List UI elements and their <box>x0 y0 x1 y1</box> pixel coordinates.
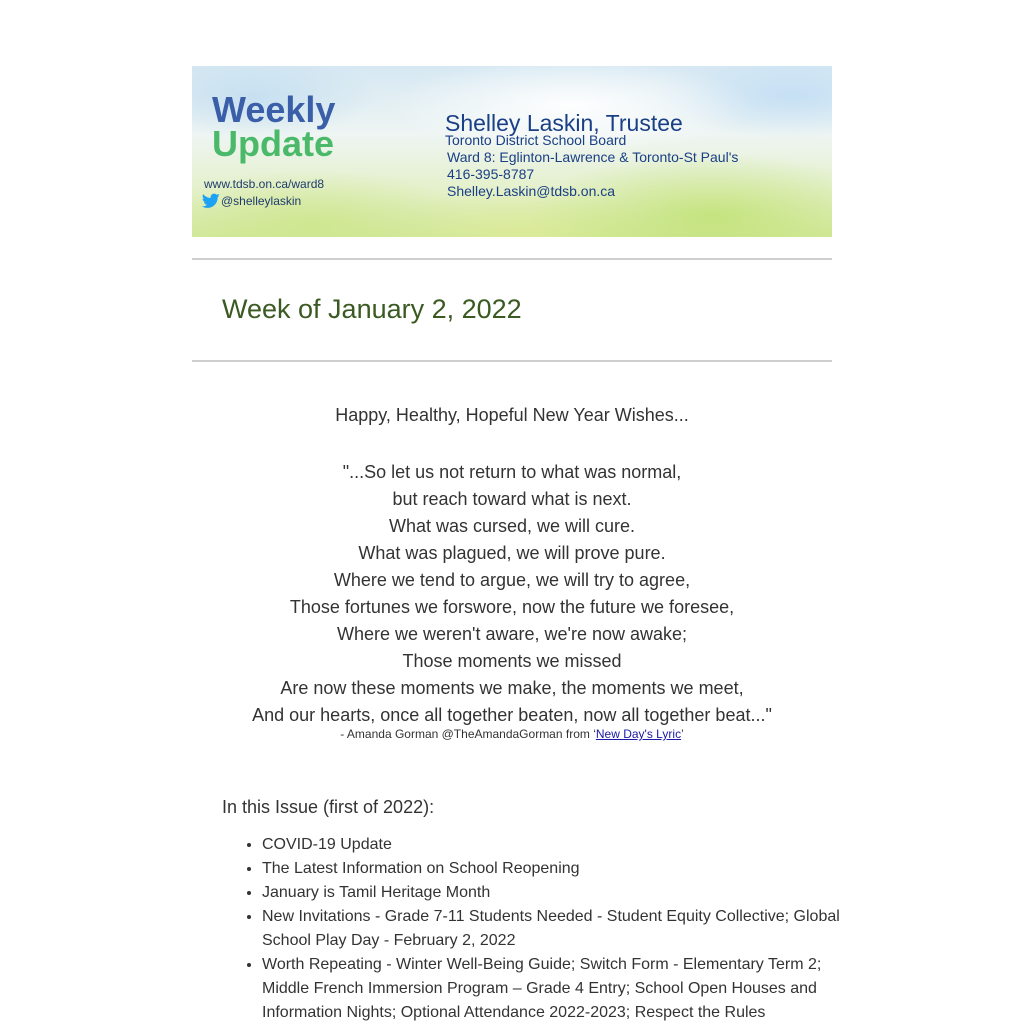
issue-item: • January is Tamil Heritage Month <box>262 881 852 905</box>
poem-line: Where we weren't aware, we're now awake; <box>336 624 688 644</box>
divider-top <box>192 258 832 260</box>
poem-line: "...So let us not return to what was normal, <box>342 462 682 482</box>
poem-line: What was cursed, we will cure. <box>388 516 636 536</box>
newsletter-container <box>192 66 832 237</box>
twitter-handle: @shelleylaskin <box>221 194 302 208</box>
trustee-name: Shelley Laskin, Trustee <box>445 110 683 136</box>
poem-quote <box>192 459 832 729</box>
issue-item: • Worth Repeating - Winter Well-Being Guide; Switch Form - Elementary Term 2; Middle French Immersion Program – Grade 4 Entry; School Open Houses and Information Nights; Optional Attendance 2022-2023; Respect the Rules <box>262 953 852 1025</box>
twitter-icon <box>202 193 220 209</box>
poem-line: Those fortunes we forswore, now the future we foresee, <box>289 597 735 617</box>
issue-heading: In this Issue (first of 2022): <box>222 797 435 817</box>
new-days-lyric-link[interactable]: New Day's Lyric <box>595 727 682 741</box>
ward-name: Ward 8: Eglinton-Lawrence & Toronto-St Paul's <box>447 149 739 165</box>
poem-line: Where we tend to argue, we will try to agree, <box>333 570 691 590</box>
issue-item: • The Latest Information on School Reopening <box>262 857 852 881</box>
issue-list <box>222 833 852 1025</box>
phone-number: 416-395-8787 <box>447 166 535 182</box>
school-board-name: Toronto District School Board <box>445 132 627 148</box>
banner-title-update: Update <box>212 123 335 164</box>
poem-line: What was plagued, we will prove pure. <box>358 543 666 563</box>
week-heading: Week of January 2, 2022 <box>222 294 522 324</box>
email-link[interactable]: Shelley.Laskin@tdsb.on.ca <box>447 183 616 199</box>
poem-attribution <box>192 727 832 741</box>
poem-line: but reach toward what is next. <box>392 489 632 509</box>
banner-title-weekly: Weekly <box>212 89 336 130</box>
twitter-link[interactable] <box>202 193 301 209</box>
poem-line: Are now these moments we make, the moments we meet, <box>280 678 744 698</box>
poem-line: And our hearts, once all together beaten, now all together beat..." <box>252 705 772 725</box>
newsletter-banner <box>192 66 832 237</box>
divider-bottom <box>192 360 832 362</box>
ward-website-link[interactable]: www.tdsb.on.ca/ward8 <box>204 177 325 191</box>
attribution-prefix: - Amanda Gorman @TheAmandaGorman from ‘ <box>340 727 596 741</box>
issue-item: • New Invitations - Grade 7-11 Students Needed - Student Equity Collective; Global School Play Day - February 2, 2022 <box>262 905 852 953</box>
issue-item: • COVID-19 Update <box>262 833 852 857</box>
new-year-greeting: Happy, Healthy, Hopeful New Year Wishes... <box>335 405 689 425</box>
poem-line: Those moments we missed <box>402 651 622 671</box>
attribution-suffix: ’ <box>681 727 684 741</box>
